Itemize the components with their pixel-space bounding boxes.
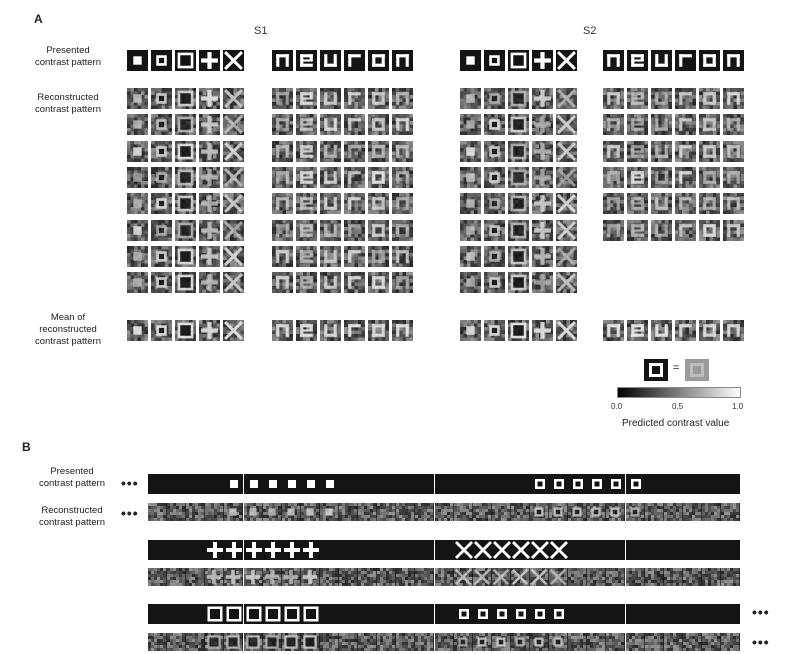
sequence-2-presented-blank-cell xyxy=(568,540,587,560)
sequence-1-presented-blank-cell xyxy=(721,474,740,494)
sequence-2-presented-plus-cell xyxy=(205,540,224,560)
sequence-2-reconstructed-plus-cell xyxy=(301,568,320,586)
sequence-2-presented-plus-cell xyxy=(282,540,301,560)
sequence-3-reconstructed-large-frame-cell xyxy=(224,633,243,651)
sequence-3-presented-blank-cell xyxy=(702,604,721,624)
sequence-1-reconstructed-blank-cell xyxy=(473,503,492,521)
sequence-3-reconstructed-blank-cell xyxy=(148,633,167,651)
sequence-3-reconstructed-blank-cell xyxy=(320,633,339,651)
sequence-2-reconstructed-blank-cell xyxy=(435,568,454,586)
sequence-3-reconstructed-blank-cell xyxy=(568,633,587,651)
sequence-2-presented-blank-cell xyxy=(435,540,454,560)
sequence-2-presented-x-cell xyxy=(492,540,511,560)
sequence-2-reconstructed-plus-cell xyxy=(205,568,224,586)
sequence-1-presented-blank-cell xyxy=(415,474,434,494)
panel-a-label: A xyxy=(34,12,43,26)
sequence-3-presented-blank-cell xyxy=(377,604,396,624)
sequence-2-presented-x-cell xyxy=(530,540,549,560)
sequence-2-reconstructed-blank-cell xyxy=(645,568,664,586)
sequence-1-reconstructed-small-frame-cell xyxy=(549,503,568,521)
sequence-3-presented-small-frame-cell xyxy=(454,604,473,624)
sequence-2-presented-blank-cell xyxy=(587,540,606,560)
sequence-2-presented-x-cell xyxy=(454,540,473,560)
subject-label-s1: S1 xyxy=(254,25,268,37)
sequence-2-reconstructed-blank-cell xyxy=(606,568,625,586)
sequence-3-presented-large-frame-cell xyxy=(263,604,282,624)
sequence-1-presented-square-cell xyxy=(282,474,301,494)
sequence-1-presented-square-cell xyxy=(301,474,320,494)
sequence-3-presented-blank-cell xyxy=(683,604,702,624)
sequence-1-reconstructed-blank-cell xyxy=(683,503,702,521)
sequence-3-presented-blank-cell xyxy=(664,604,683,624)
sequence-3-presented-large-frame-cell xyxy=(205,604,224,624)
sequence-1-presented-small-frame-cell xyxy=(568,474,587,494)
sequence-2-presented-x-cell xyxy=(511,540,530,560)
colorbar-label: Predicted contrast value xyxy=(622,418,730,429)
sequence-1-presented-blank-cell xyxy=(167,474,186,494)
sequence-2-presented-blank-cell xyxy=(377,540,396,560)
sequence-1-presented-small-frame-cell xyxy=(626,474,645,494)
sequence-2-reconstructed-blank-cell xyxy=(320,568,339,586)
sequence-2-reconstructed-blank-cell xyxy=(396,568,415,586)
sequence-1-presented-square-cell xyxy=(263,474,282,494)
sequence-3-presented-small-frame-cell xyxy=(473,604,492,624)
sequence-3-presented-large-frame-cell xyxy=(301,604,320,624)
sequence-1-reconstructed-blank-cell xyxy=(454,503,473,521)
subject-label-s2: S2 xyxy=(583,25,597,37)
sequence-3-presented-blank-cell xyxy=(396,604,415,624)
sequence-2-reconstructed-blank-cell xyxy=(167,568,186,586)
sequence-1-reconstructed-blank-cell xyxy=(396,503,415,521)
sequence-2-presented-blank-cell xyxy=(664,540,683,560)
sequence-3-reconstructed-small-frame-cell xyxy=(530,633,549,651)
sequence-1-presented-blank-cell xyxy=(377,474,396,494)
colorbar-tick-0: 0.0 xyxy=(611,402,623,411)
sequence-1-presented-blank-cell xyxy=(492,474,511,494)
sequence-1-presented-blank-cell xyxy=(339,474,358,494)
sequence-2-presented-blank-cell xyxy=(702,540,721,560)
sequence-1-presented-blank-cell xyxy=(645,474,664,494)
sequence-1-reconstructed-square-cell xyxy=(224,503,243,521)
sequence-3-reconstructed-blank-cell xyxy=(415,633,434,651)
sequence-3-presented-blank-cell xyxy=(358,604,377,624)
sequence-1-presented-small-frame-cell xyxy=(530,474,549,494)
sequence-1-reconstructed-blank-cell xyxy=(148,503,167,521)
sequence-2-reconstructed-blank-cell xyxy=(186,568,205,586)
sequence-1-presented-blank-cell xyxy=(473,474,492,494)
sequence-3-presented-blank-cell xyxy=(721,604,740,624)
sequence-2-presented-blank-cell xyxy=(626,540,645,560)
sequence-2-presented-blank-cell xyxy=(683,540,702,560)
sequence-2-reconstructed-blank-cell xyxy=(587,568,606,586)
panel-b-label: B xyxy=(22,440,31,454)
sequence-2-presented-plus-cell xyxy=(263,540,282,560)
sequence-2-presented-x-cell xyxy=(473,540,492,560)
row-label-reconstructed-a: Reconstructed contrast pattern xyxy=(34,92,101,115)
ellipsis-left-reconstructed: ••• xyxy=(121,505,139,521)
sequence-2-reconstructed-blank-cell xyxy=(721,568,740,586)
sequence-1-presented-blank-cell xyxy=(511,474,530,494)
sequence-2-presented-blank-cell xyxy=(339,540,358,560)
sequence-1-presented-blank-cell xyxy=(148,474,167,494)
sequence-2-reconstructed-plus-cell xyxy=(224,568,243,586)
sequence-3-reconstructed-small-frame-cell xyxy=(511,633,530,651)
sequence-2-reconstructed-blank-cell xyxy=(415,568,434,586)
sequence-3-reconstructed-large-frame-cell xyxy=(301,633,320,651)
sequence-1-reconstructed-blank-cell xyxy=(415,503,434,521)
sequence-1-presented-blank-cell xyxy=(435,474,454,494)
sequence-1-reconstructed-blank-cell xyxy=(492,503,511,521)
sequence-2-presented-blank-cell xyxy=(186,540,205,560)
sequence-1-reconstructed-square-cell xyxy=(320,503,339,521)
sequence-3-reconstructed-blank-cell xyxy=(358,633,377,651)
sequence-1-reconstructed-small-frame-cell xyxy=(606,503,625,521)
sequence-2-presented-plus-cell xyxy=(224,540,243,560)
sequence-3-presented-small-frame-cell xyxy=(549,604,568,624)
sequence-2-reconstructed-blank-cell xyxy=(339,568,358,586)
sequence-1-reconstructed-blank-cell xyxy=(664,503,683,521)
sequence-3-reconstructed-small-frame-cell xyxy=(473,633,492,651)
sequence-2-presented-blank-cell xyxy=(415,540,434,560)
sequence-1-reconstructed-small-frame-cell xyxy=(587,503,606,521)
sequence-1-reconstructed-blank-cell xyxy=(167,503,186,521)
sequence-1-reconstructed-blank-cell xyxy=(435,503,454,521)
sequence-1-reconstructed-blank-cell xyxy=(702,503,721,521)
sequence-1-presented-small-frame-cell xyxy=(549,474,568,494)
sequence-2-reconstructed-x-cell xyxy=(492,568,511,586)
sequence-1-reconstructed-square-cell xyxy=(301,503,320,521)
sequence-1-presented-blank-cell xyxy=(205,474,224,494)
sequence-3-reconstructed-blank-cell xyxy=(339,633,358,651)
sequence-1-presented-blank-cell xyxy=(702,474,721,494)
sequence-1-reconstructed-blank-cell xyxy=(645,503,664,521)
sequence-1-presented-blank-cell xyxy=(186,474,205,494)
sequence-3-reconstructed-blank-cell xyxy=(683,633,702,651)
sequence-1-reconstructed-blank-cell xyxy=(511,503,530,521)
sequence-3-reconstructed-blank-cell xyxy=(606,633,625,651)
sequence-2-presented-blank-cell xyxy=(721,540,740,560)
sequence-2-reconstructed-blank-cell xyxy=(568,568,587,586)
sequence-3-presented-large-frame-cell xyxy=(244,604,263,624)
sequence-3-presented-blank-cell xyxy=(148,604,167,624)
sequence-2-reconstructed-x-cell xyxy=(549,568,568,586)
sequence-3-reconstructed-small-frame-cell xyxy=(549,633,568,651)
sequence-3-reconstructed-blank-cell xyxy=(396,633,415,651)
sequence-2-presented-blank-cell xyxy=(358,540,377,560)
sequence-1-presented-small-frame-cell xyxy=(606,474,625,494)
sequence-3-presented-large-frame-cell xyxy=(282,604,301,624)
colorbar-equals: = xyxy=(673,362,680,374)
sequence-1-reconstructed-blank-cell xyxy=(358,503,377,521)
sequence-1-presented-blank-cell xyxy=(358,474,377,494)
sequence-3-presented-blank-cell xyxy=(606,604,625,624)
sequence-1-reconstructed-square-cell xyxy=(263,503,282,521)
colorbar-tick-1: 1.0 xyxy=(732,402,744,411)
sequence-2-presented-blank-cell xyxy=(167,540,186,560)
sequence-3-presented-small-frame-cell xyxy=(530,604,549,624)
sequence-3-reconstructed-blank-cell xyxy=(435,633,454,651)
sequence-1-reconstructed-small-frame-cell xyxy=(530,503,549,521)
sequence-1-reconstructed-small-frame-cell xyxy=(568,503,587,521)
sequence-3-presented-blank-cell xyxy=(186,604,205,624)
sequence-2-reconstructed-x-cell xyxy=(473,568,492,586)
sequence-1-reconstructed-blank-cell xyxy=(339,503,358,521)
sequence-1-presented-square-cell xyxy=(244,474,263,494)
sequence-1-presented-square-cell xyxy=(320,474,339,494)
sequence-3-presented-small-frame-cell xyxy=(492,604,511,624)
sequence-3-presented-blank-cell xyxy=(415,604,434,624)
sequence-3-reconstructed-blank-cell xyxy=(587,633,606,651)
colorbar-tick-05: 0.5 xyxy=(672,402,684,411)
sequence-1-reconstructed-square-cell xyxy=(282,503,301,521)
sequence-3-reconstructed-large-frame-cell xyxy=(205,633,224,651)
sequence-3-reconstructed-blank-cell xyxy=(702,633,721,651)
sequence-3-reconstructed-blank-cell xyxy=(626,633,645,651)
sequence-3-reconstructed-blank-cell xyxy=(645,633,664,651)
sequence-2-presented-blank-cell xyxy=(645,540,664,560)
sequence-2-reconstructed-blank-cell xyxy=(683,568,702,586)
row-label-presented-b: Presented contrast pattern xyxy=(38,466,105,489)
sequence-2-presented-blank-cell xyxy=(148,540,167,560)
sequence-1-reconstructed-blank-cell xyxy=(205,503,224,521)
sequence-3-reconstructed-large-frame-cell xyxy=(282,633,301,651)
sequence-2-presented-blank-cell xyxy=(396,540,415,560)
sequence-2-presented-x-cell xyxy=(549,540,568,560)
sequence-3-reconstructed-large-frame-cell xyxy=(244,633,263,651)
sequence-2-reconstructed-blank-cell xyxy=(358,568,377,586)
ellipsis-left-presented: ••• xyxy=(121,475,139,491)
sequence-1-reconstructed-blank-cell xyxy=(377,503,396,521)
sequence-3-presented-blank-cell xyxy=(167,604,186,624)
sequence-2-reconstructed-blank-cell xyxy=(702,568,721,586)
sequence-1-presented-blank-cell xyxy=(664,474,683,494)
sequence-3-presented-blank-cell xyxy=(645,604,664,624)
sequence-2-reconstructed-plus-cell xyxy=(282,568,301,586)
sequence-3-reconstructed-small-frame-cell xyxy=(492,633,511,651)
sequence-2-presented-plus-cell xyxy=(301,540,320,560)
sequence-2-presented-blank-cell xyxy=(606,540,625,560)
sequence-3-presented-blank-cell xyxy=(435,604,454,624)
sequence-3-reconstructed-blank-cell xyxy=(186,633,205,651)
sequence-3-presented-blank-cell xyxy=(320,604,339,624)
sequence-2-reconstructed-blank-cell xyxy=(626,568,645,586)
sequence-2-reconstructed-x-cell xyxy=(511,568,530,586)
sequence-1-reconstructed-blank-cell xyxy=(186,503,205,521)
sequence-2-presented-blank-cell xyxy=(320,540,339,560)
sequence-3-reconstructed-blank-cell xyxy=(664,633,683,651)
sequence-3-reconstructed-blank-cell xyxy=(721,633,740,651)
sequence-2-reconstructed-blank-cell xyxy=(664,568,683,586)
sequence-3-presented-large-frame-cell xyxy=(224,604,243,624)
sequence-3-presented-blank-cell xyxy=(626,604,645,624)
sequence-2-reconstructed-x-cell xyxy=(530,568,549,586)
sequence-3-presented-blank-cell xyxy=(568,604,587,624)
sequence-2-reconstructed-plus-cell xyxy=(244,568,263,586)
sequence-2-reconstructed-blank-cell xyxy=(148,568,167,586)
sequence-2-reconstructed-blank-cell xyxy=(377,568,396,586)
row-label-reconstructed-b: Reconstructed contrast pattern xyxy=(38,505,105,528)
sequence-1-presented-square-cell xyxy=(224,474,243,494)
sequence-3-reconstructed-blank-cell xyxy=(377,633,396,651)
ellipsis-right-presented: ••• xyxy=(752,604,770,620)
sequence-3-reconstructed-small-frame-cell xyxy=(454,633,473,651)
sequence-1-reconstructed-small-frame-cell xyxy=(626,503,645,521)
sequence-3-presented-small-frame-cell xyxy=(511,604,530,624)
sequence-1-presented-blank-cell xyxy=(454,474,473,494)
ellipsis-right-reconstructed: ••• xyxy=(752,634,770,650)
row-label-mean-a: Mean of reconstructed contrast pattern xyxy=(34,312,101,347)
sequence-1-presented-blank-cell xyxy=(396,474,415,494)
sequence-3-presented-blank-cell xyxy=(339,604,358,624)
sequence-3-reconstructed-blank-cell xyxy=(167,633,186,651)
sequence-1-presented-small-frame-cell xyxy=(587,474,606,494)
sequence-3-reconstructed-large-frame-cell xyxy=(263,633,282,651)
sequence-2-presented-plus-cell xyxy=(244,540,263,560)
sequence-3-presented-blank-cell xyxy=(587,604,606,624)
sequence-1-reconstructed-square-cell xyxy=(244,503,263,521)
sequence-1-reconstructed-blank-cell xyxy=(721,503,740,521)
row-label-presented-a: Presented contrast pattern xyxy=(34,45,101,68)
sequence-2-reconstructed-x-cell xyxy=(454,568,473,586)
sequence-2-reconstructed-plus-cell xyxy=(263,568,282,586)
sequence-1-presented-blank-cell xyxy=(683,474,702,494)
